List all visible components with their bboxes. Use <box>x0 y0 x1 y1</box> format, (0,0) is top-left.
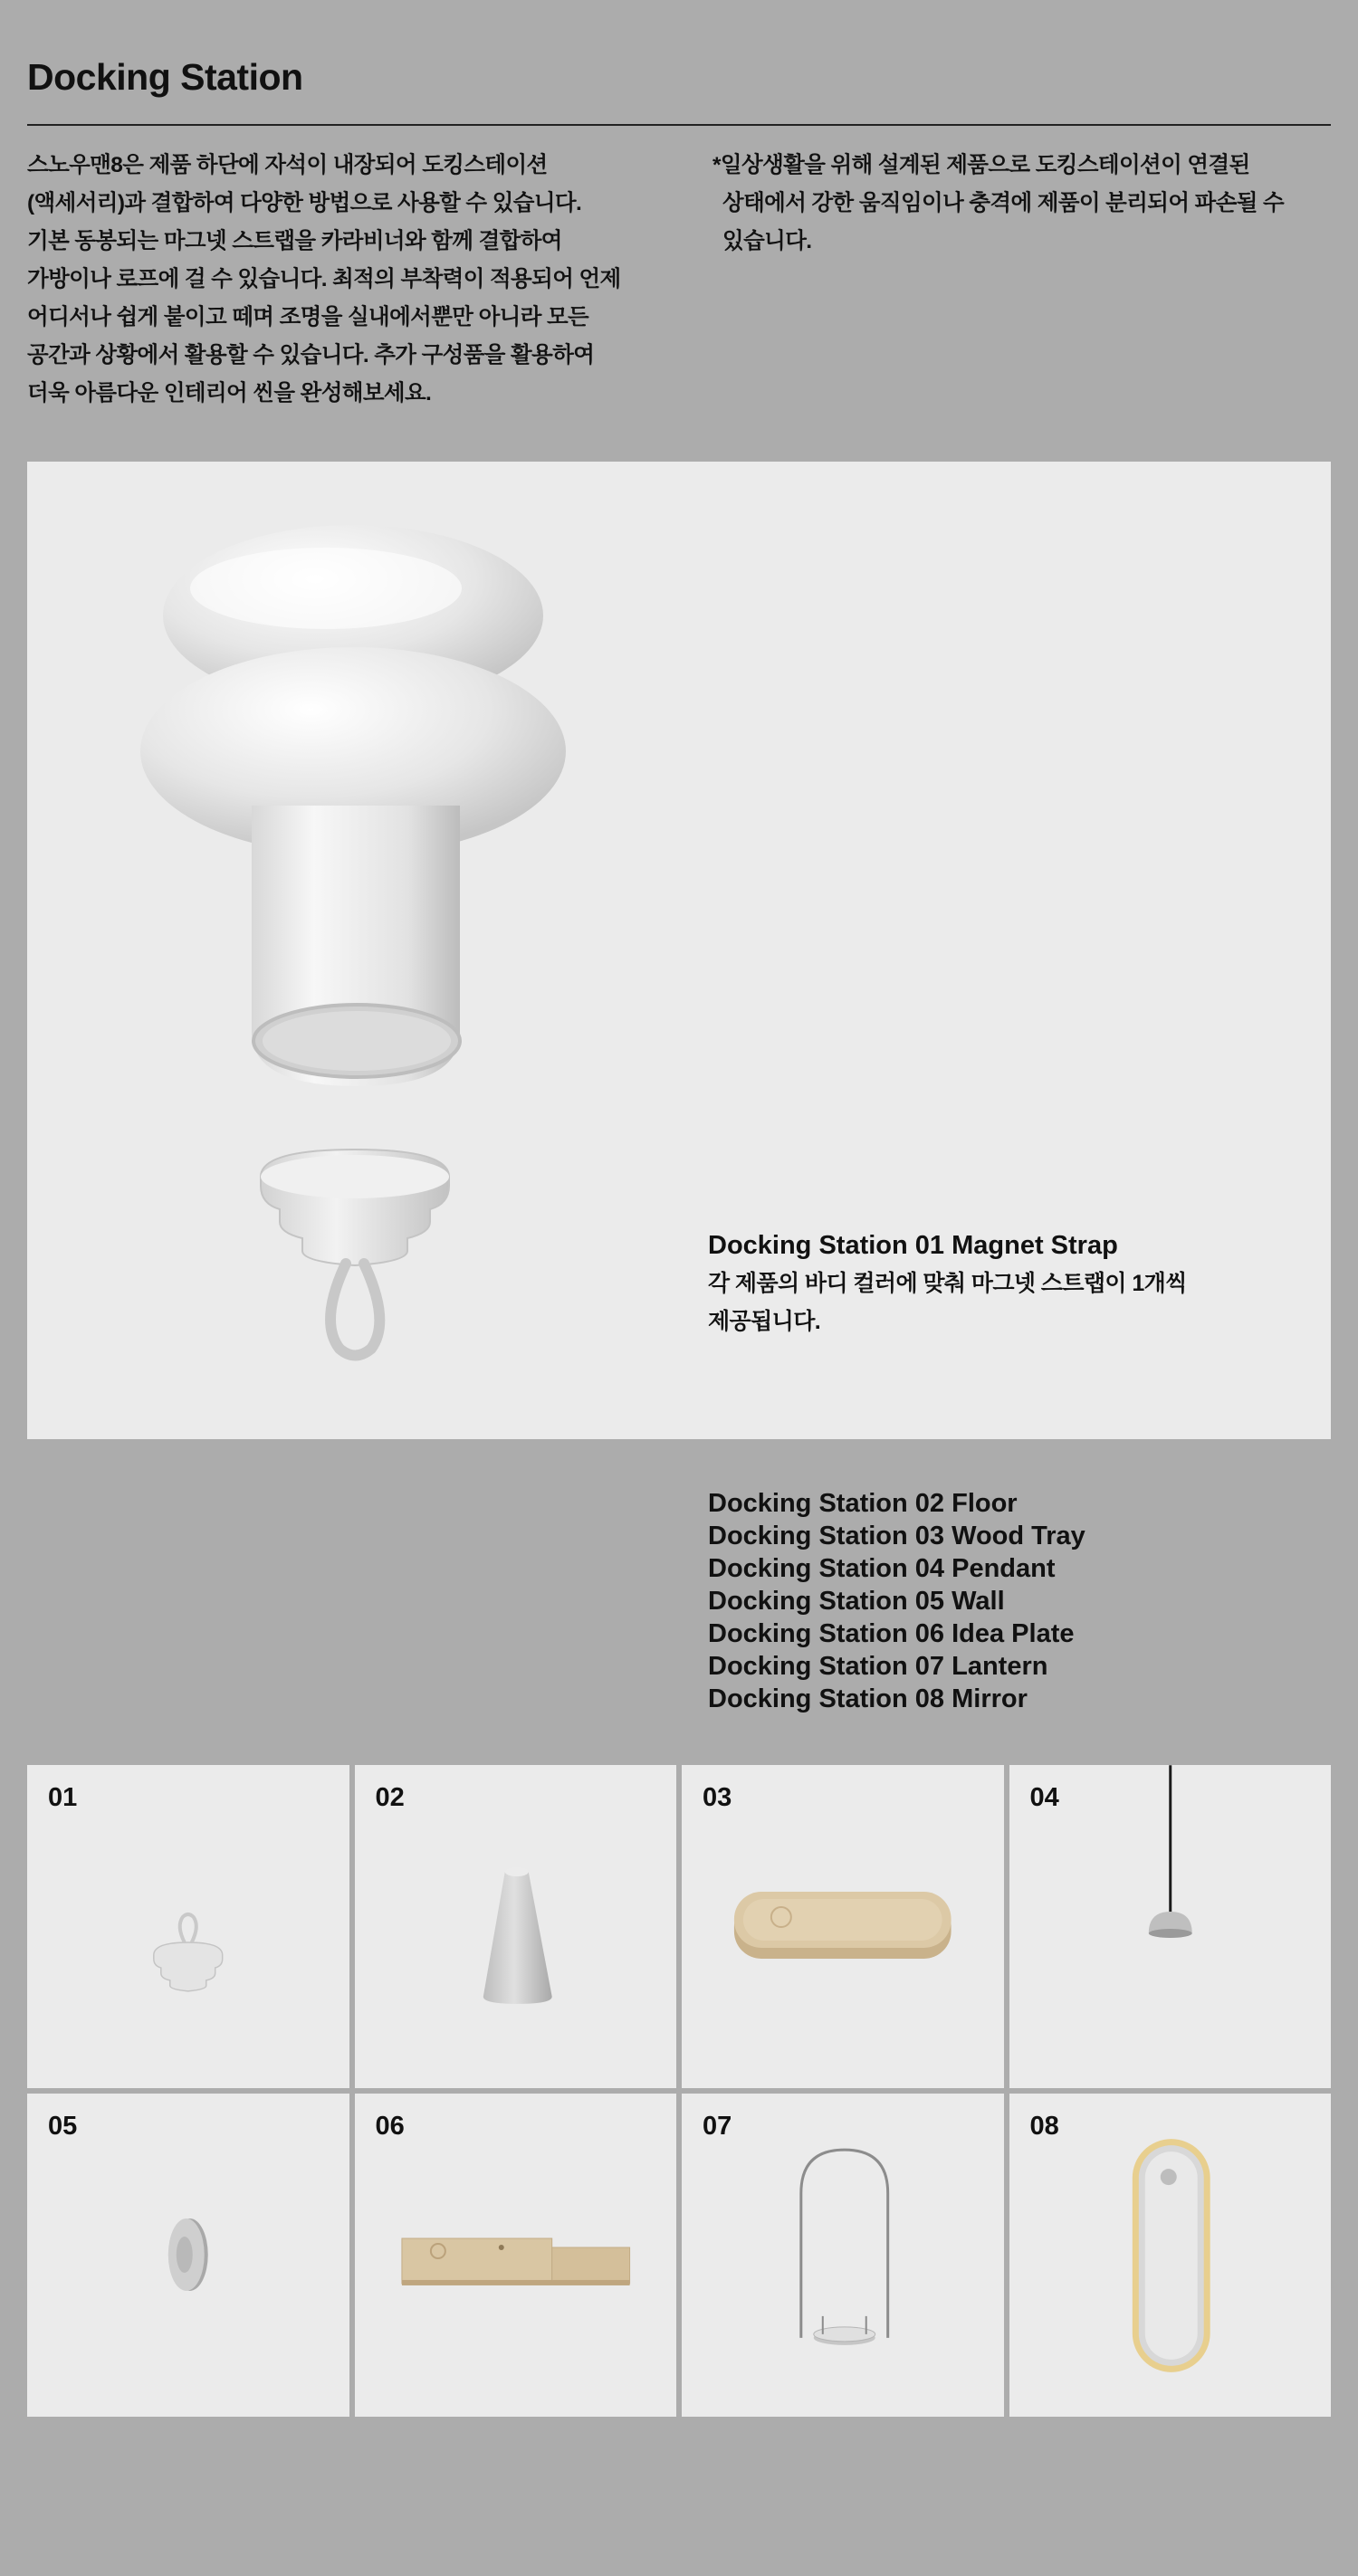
hero-caption-description <box>708 1264 1251 1340</box>
accessory-list-item: Docking Station 08 Mirror <box>708 1684 1028 1713</box>
intro-line: 기본 동봉되는 마그넷 스트랩을 카라비너와 함께 결합하여 <box>27 229 562 253</box>
accessory-tile-04[interactable] <box>1009 1765 1332 2088</box>
lantern-icon <box>682 2094 1004 2417</box>
intro-line: 공간과 상황에서 활용할 수 있습니다. 추가 구성품을 활용하여 <box>27 343 595 367</box>
title-divider <box>27 124 1331 126</box>
tile-number: 04 <box>1029 1783 1059 1812</box>
accessory-tile-08[interactable] <box>1009 2094 1332 2417</box>
wall-mount-icon <box>27 2094 349 2417</box>
tile-number: 05 <box>48 2112 78 2141</box>
accessory-list-item: Docking Station 02 Floor <box>708 1489 1018 1518</box>
tile-number: 03 <box>703 1783 732 1812</box>
accessory-list-item: Docking Station 07 Lantern <box>708 1652 1048 1681</box>
accessory-list-item: Docking Station 04 Pendant <box>708 1554 1056 1583</box>
accessory-grid <box>27 1765 1331 2417</box>
accessory-list-item: Docking Station 05 Wall <box>708 1587 1005 1616</box>
accessory-tile-07[interactable] <box>682 2094 1004 2417</box>
intro-line: 스노우맨8은 제품 하단에 자석이 내장되어 도킹스테이션 <box>27 153 548 177</box>
accessory-list-item: Docking Station 06 Idea Plate <box>708 1619 1075 1648</box>
accessory-tile-06[interactable] <box>355 2094 677 2417</box>
hero-product-image <box>27 462 1331 1439</box>
accessory-list-item: Docking Station 03 Wood Tray <box>708 1522 1085 1550</box>
floor-stand-icon <box>355 1765 677 2088</box>
page-title: Docking Station <box>27 56 303 98</box>
caution-line: *일상생활을 위해 설계된 제품으로 도킹스테이션이 연결된 <box>712 153 1250 177</box>
mirror-icon <box>1009 2094 1332 2417</box>
wood-tray-icon <box>682 1765 1004 2088</box>
intro-line: (액세서리)과 결합하여 다양한 방법으로 사용할 수 있습니다. <box>27 191 582 215</box>
tile-number: 08 <box>1029 2112 1059 2141</box>
accessory-list <box>708 1487 1085 1715</box>
intro-line: 어디서나 쉽게 붙이고 떼며 조명을 실내에서뿐만 아니라 모든 <box>27 305 589 329</box>
hero-caption <box>708 1226 1251 1340</box>
accessory-tile-02[interactable] <box>355 1765 677 2088</box>
pendant-icon <box>1009 1765 1332 2088</box>
intro-line: 더욱 아름다운 인테리어 씬을 완성해보세요. <box>27 381 432 405</box>
accessory-tile-05[interactable] <box>27 2094 349 2417</box>
lamp-body <box>140 525 566 1086</box>
hero-caption-line: 각 제품의 바디 컬러에 맞춰 마그넷 스트랩이 1개씩 <box>708 1271 1187 1296</box>
tile-number: 07 <box>703 2112 732 2141</box>
accessory-tile-01[interactable] <box>27 1765 349 2088</box>
caution-line: 상태에서 강한 움직임이나 충격에 제품이 분리되어 파손될 수 <box>722 191 1285 215</box>
tile-number: 06 <box>375 2112 405 2141</box>
intro-caution-note <box>712 147 1328 261</box>
accessory-tile-03[interactable] <box>682 1765 1004 2088</box>
magnet-strap-icon <box>27 1765 349 2088</box>
tile-number: 01 <box>48 1783 78 1812</box>
tile-number: 02 <box>375 1783 405 1812</box>
hero-caption-line: 제공됩니다. <box>708 1309 821 1334</box>
idea-plate-icon <box>355 2094 677 2417</box>
magnet-strap <box>261 1150 449 1356</box>
caution-line: 있습니다. <box>722 229 812 253</box>
intro-description <box>27 147 661 413</box>
hero-caption-title: Docking Station 01 Magnet Strap <box>708 1231 1118 1260</box>
intro-line: 가방이나 로프에 걸 수 있습니다. 최적의 부착력이 적용되어 언제 <box>27 267 621 291</box>
